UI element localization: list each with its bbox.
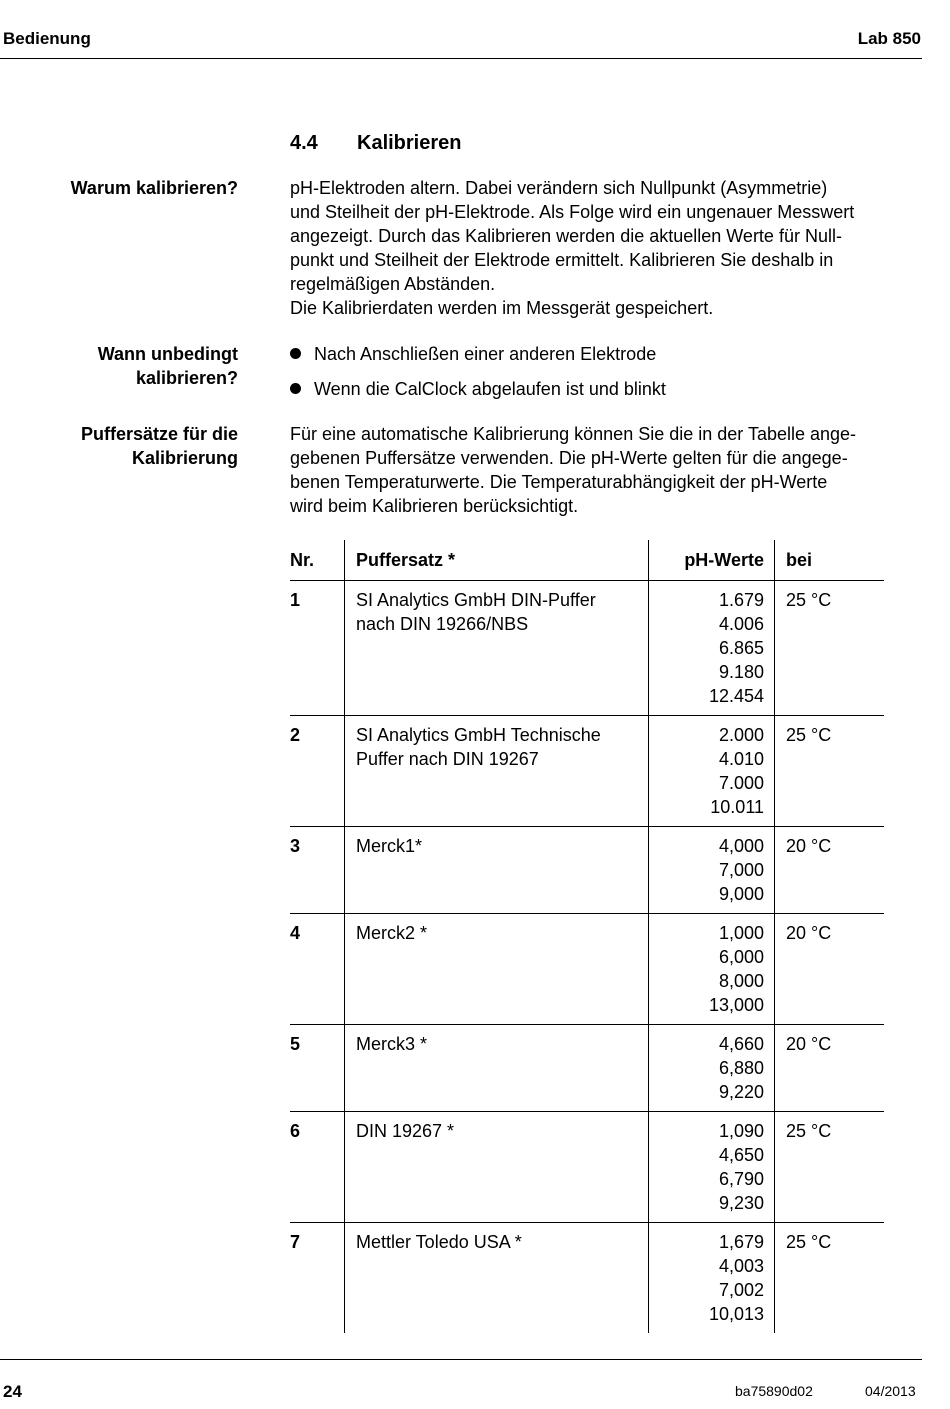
buffer-sets-table [290,540,884,1333]
document-date: 04/2013 [865,1383,916,1399]
buffers-line: wird beim Kalibrieren berücksichtigt. [290,496,579,516]
row-number: 5 [290,1034,301,1054]
name-line: SI Analytics GmbH Technische [356,725,601,745]
ph-value: 10,013 [708,1304,764,1324]
temperature: 25 °C [786,590,832,610]
name-line: Mettler Toledo USA * [356,1232,522,1252]
intro-line: regelmäßigen Abständen. [290,274,496,294]
buffer-set-name [345,1112,649,1223]
table-row [290,1025,884,1112]
buffer-set-name [345,827,649,914]
temperature: 25 °C [786,1232,832,1252]
header-buffer-set: Puffersatz * [345,540,649,581]
running-header-product: Lab 850 [857,29,921,48]
ph-values [649,914,775,1025]
table-row [290,914,884,1025]
ph-value: 1.679 [718,590,764,610]
ph-value: 4,000 [718,836,764,856]
bullet-text: Wenn die CalClock abgelaufen ist und blinkt [314,379,666,399]
side-label-when-calibrate [18,342,238,390]
section-title: Kalibrieren [357,132,462,154]
running-header-section: Bedienung [3,29,91,48]
table-row [290,581,884,716]
ph-value: 12.454 [708,686,764,706]
buffer-set-name [345,716,649,827]
name-line: DIN 19267 * [356,1121,455,1141]
ph-value: 1,679 [718,1232,764,1252]
intro-line: und Steilheit der pH-Elektrode. Als Folge wird ein ungenauer Messwert [290,202,855,222]
buffers-line: benen Temperaturwerte. Die Temperaturabhängigkeit der pH-Werte [290,472,828,492]
side-label-line: Kalibrierung [131,448,238,468]
temperature: 20 °C [786,1034,832,1054]
ph-value: 7.000 [718,773,764,793]
intro-line: Die Kalibrierdaten werden im Messgerät gespeichert. [290,298,714,318]
table-row [290,1112,884,1223]
ph-value: 8,000 [718,971,764,991]
name-line: SI Analytics GmbH DIN-Puffer [356,590,596,610]
document-id: ba75890d02 [735,1383,813,1399]
table-row [290,1223,884,1334]
bullet-dot-icon [290,348,301,359]
side-label-line: Wann unbedingt [97,344,238,364]
ph-value: 9,000 [718,884,764,904]
ph-value: 4,660 [718,1034,764,1054]
temperature: 25 °C [786,1121,832,1141]
buffers-line: gebenen Puffersätze verwenden. Die pH-Werte gelten für die angege- [290,448,848,468]
row-number: 4 [290,923,301,943]
ph-value: 9,220 [718,1082,764,1102]
ph-value: 9.180 [718,662,764,682]
ph-value: 1,000 [718,923,764,943]
ph-value: 9,230 [718,1193,764,1213]
side-label-buffer-sets [18,422,238,470]
row-number: 3 [290,836,301,856]
ph-values [649,1112,775,1223]
temperature: 20 °C [786,836,832,856]
ph-value: 7,002 [718,1280,764,1300]
table-header-row [290,540,884,581]
intro-line: pH-Elektroden altern. Dabei verändern sich Nullpunkt (Asymmetrie) [290,178,828,198]
buffer-set-name [345,914,649,1025]
buffer-set-name [345,1223,649,1334]
side-label-line: kalibrieren? [135,368,238,388]
temperature: 25 °C [786,725,832,745]
header-nr: Nr. [290,550,315,570]
header-temperature: bei [786,550,813,570]
row-number: 7 [290,1232,301,1252]
header-ph-values: pH-Werte [649,540,775,581]
ph-value: 4.010 [718,749,764,769]
ph-values [649,1223,775,1334]
table-row [290,827,884,914]
bullet-text: Nach Anschließen einer anderen Elektrode [314,344,657,364]
side-label-why-calibrate: Warum kalibrieren? [70,178,238,198]
ph-value: 6,000 [718,947,764,967]
table-row [290,716,884,827]
row-number: 1 [290,590,301,610]
row-number: 6 [290,1121,301,1141]
ph-value: 7,000 [718,860,764,880]
ph-value: 4,003 [718,1256,764,1276]
ph-values [649,827,775,914]
ph-values [649,1025,775,1112]
buffers-paragraph [290,422,922,518]
ph-value: 10.011 [710,797,764,817]
name-line: Merck3 * [356,1034,428,1054]
ph-value: 6.865 [718,638,764,658]
temperature: 20 °C [786,923,832,943]
ph-value: 4,650 [718,1145,764,1165]
name-line: nach DIN 19266/NBS [356,614,529,634]
intro-line: punkt und Steilheit der Elektrode ermittelt. Kalibrieren Sie deshalb in [290,250,834,270]
ph-value: 6,790 [718,1169,764,1189]
bullet-item [290,342,656,366]
ph-value: 2.000 [718,725,764,745]
intro-paragraph [290,176,922,320]
intro-line: angezeigt. Durch das Kalibrieren werden die aktuellen Werte für Null- [290,226,842,246]
ph-value: 1,090 [718,1121,764,1141]
ph-values [649,581,775,716]
ph-value: 13,000 [708,995,764,1015]
side-label-line: Puffersätze für die [80,424,238,444]
name-line: Merck2 * [356,923,428,943]
ph-value: 6,880 [718,1058,764,1078]
name-line: Puffer nach DIN 19267 [356,749,539,769]
bullet-item [290,377,666,401]
page-number: 24 [3,1382,22,1401]
name-line: Merck1* [356,836,423,856]
buffer-set-name [345,1025,649,1112]
buffers-line: Für eine automatische Kalibrierung können Sie die in der Tabelle ange- [290,424,857,444]
buffer-set-name [345,581,649,716]
row-number: 2 [290,725,301,745]
section-number: 4.4 [290,132,318,154]
footer-rule [0,1359,922,1360]
bullet-dot-icon [290,383,301,394]
ph-values [649,716,775,827]
ph-value: 4.006 [718,614,764,634]
header-rule [0,58,922,59]
